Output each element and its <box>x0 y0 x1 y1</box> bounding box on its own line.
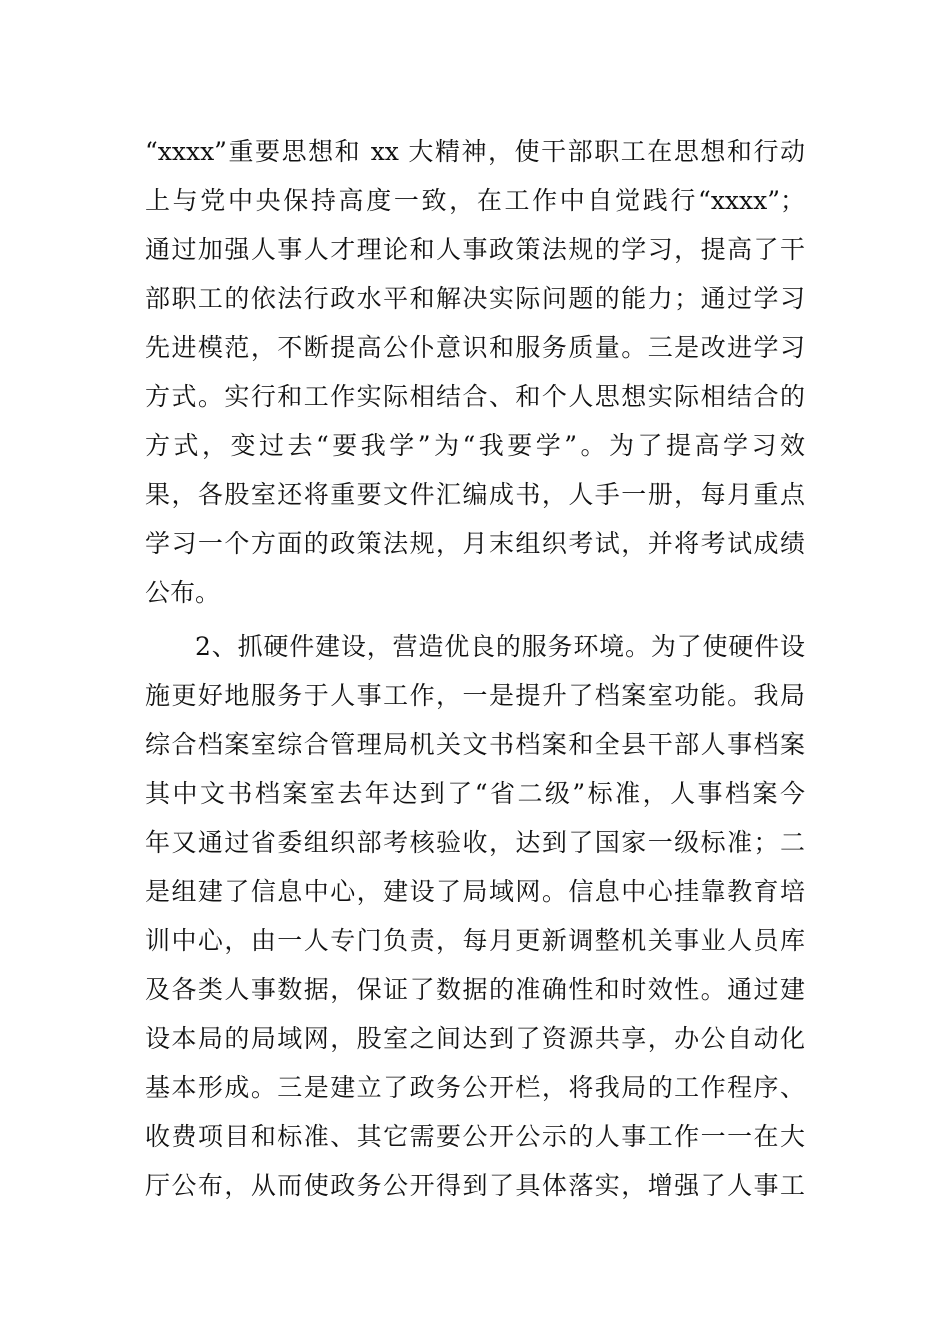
text-line-22: 厅公布，从而使政务公开得到了具体落实，增强了人事工 <box>145 1171 805 1200</box>
text-line-18: 及各类人事数据，保证了数据的准确性和时效性。通过建 <box>145 975 805 1004</box>
text-line-5: 先进模范，不断提高公仆意识和服务质量。三是改进学习 <box>145 333 805 362</box>
text-line-4: 部职工的依法行政水平和解决实际问题的能力；通过学习 <box>145 284 805 313</box>
text-line-9: 学习一个方面的政策法规，月末组织考试，并将考试成绩 <box>145 529 805 558</box>
text-line-11: 2、抓硬件建设，营造优良的服务环境。为了使硬件设 <box>195 632 805 661</box>
text-line-2: 上与党中央保持高度一致，在工作中自觉践行“xxxx”； <box>145 186 805 215</box>
text-line-8: 果，各股室还将重要文件汇编成书，人手一册，每月重点 <box>145 480 805 509</box>
text-line-14: 其中文书档案室去年达到了“省二级”标准，人事档案今 <box>145 779 805 808</box>
text-line-17: 训中心，由一人专门负责，每月更新调整机关事业人员库 <box>145 926 805 955</box>
text-line-1: “xxxx”重要思想和 xx 大精神，使干部职工在思想和行动 <box>145 137 805 166</box>
text-line-19: 设本局的局域网，股室之间达到了资源共享，办公自动化 <box>145 1024 805 1053</box>
text-line-20: 基本形成。三是建立了政务公开栏，将我局的工作程序、 <box>145 1073 805 1102</box>
text-line-13: 综合档案室综合管理局机关文书档案和全县干部人事档案 <box>145 730 805 759</box>
text-line-3: 通过加强人事人才理论和人事政策法规的学习，提高了干 <box>145 235 805 264</box>
text-line-12: 施更好地服务于人事工作，一是提升了档案室功能。我局 <box>145 681 805 710</box>
text-line-7: 方式，变过去“要我学”为“我要学”。为了提高学习效 <box>145 431 805 460</box>
text-line-10: 公布。 <box>145 578 221 607</box>
text-line-6: 方式。实行和工作实际相结合、和个人思想实际相结合的 <box>145 382 805 411</box>
text-line-16: 是组建了信息中心，建设了局域网。信息中心挂靠教育培 <box>145 877 805 906</box>
text-line-15: 年又通过省委组织部考核验收，达到了国家一级标准；二 <box>145 828 805 857</box>
text-line-21: 收费项目和标准、其它需要公开公示的人事工作一一在大 <box>145 1122 805 1151</box>
